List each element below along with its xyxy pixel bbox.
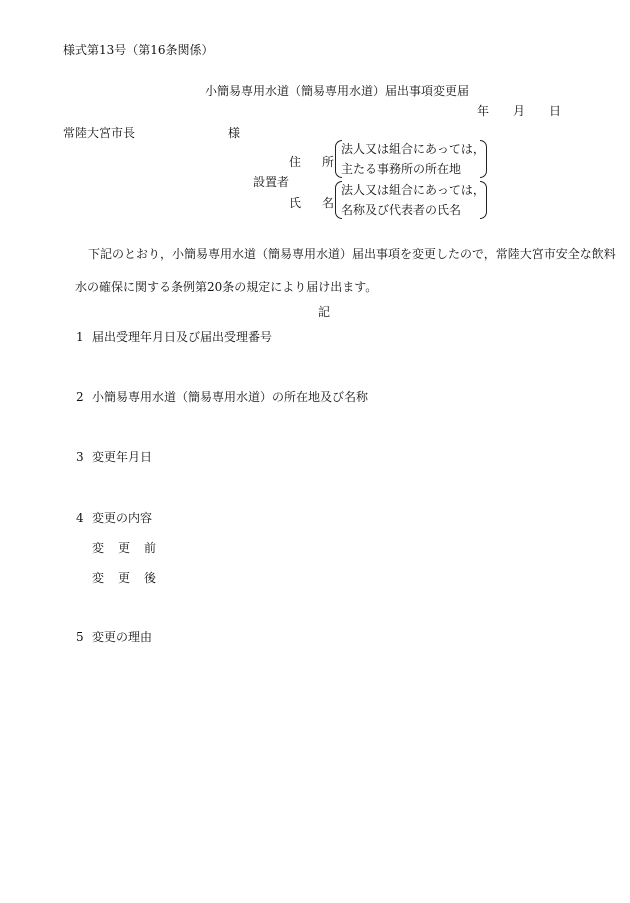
date-day: 日 — [549, 104, 562, 118]
item-text: 小簡易専用水道（簡易専用水道）の所在地及び名称 — [92, 390, 369, 404]
address-label-2: 所 — [322, 155, 335, 169]
change-after-label: 変更後 — [92, 571, 171, 585]
item-text: 変更の内容 — [92, 511, 153, 525]
change-before-label: 変更前 — [92, 541, 171, 555]
installer-label: 設置者 — [253, 175, 290, 189]
date-month: 月 — [513, 104, 526, 118]
name-label-2: 名 — [322, 196, 335, 210]
item-text: 変更年月日 — [92, 450, 153, 464]
item-number: 2 — [76, 390, 84, 404]
addressee-name: 常陸大宮市長 — [63, 126, 136, 140]
body-line-2: 水の確保に関する条例第20条の規定により届け出ます。 — [75, 280, 378, 294]
addressee-honorific: 様 — [228, 126, 241, 140]
item-number: 1 — [76, 330, 84, 344]
address-brace-right — [480, 140, 487, 178]
name-note-1: 法人又は組合にあっては， — [341, 183, 485, 197]
form-number: 様式第13号（第16条関係） — [63, 43, 214, 57]
item-number: 4 — [76, 511, 84, 525]
item-number: 5 — [76, 630, 84, 644]
item-text: 変更の理由 — [92, 630, 153, 644]
date-year: 年 — [477, 104, 490, 118]
name-label-1: 氏 — [289, 196, 302, 210]
name-brace-right — [480, 181, 487, 219]
item-number: 3 — [76, 450, 84, 464]
address-note-2: 主たる事務所の所在地 — [341, 162, 462, 176]
name-note-2: 名称及び代表者の氏名 — [341, 203, 462, 217]
document-title: 小簡易専用水道（簡易専用水道）届出事項変更届 — [205, 84, 470, 98]
ki-heading: 記 — [318, 305, 331, 319]
body-line-1: 下記のとおり，小簡易専用水道（簡易専用水道）届出事項を変更したので，常陸大宮市安全な飲料 — [88, 247, 616, 261]
address-label-1: 住 — [289, 155, 302, 169]
item-text: 届出受理年月日及び届出受理番号 — [92, 330, 273, 344]
address-note-1: 法人又は組合にあっては， — [341, 142, 485, 156]
